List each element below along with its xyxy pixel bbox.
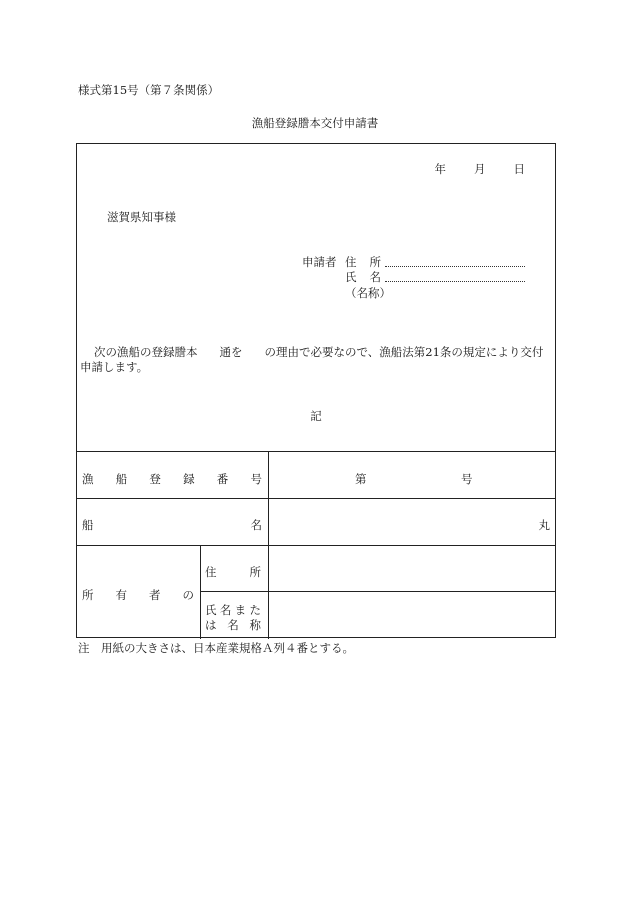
application-form-frame (76, 143, 556, 638)
owner-name-label-line2: は 名 称 (205, 618, 261, 632)
applicant-label: 申請者 (302, 255, 337, 269)
date-month: 月 (474, 162, 486, 176)
applicant-title-label: （名称） (345, 286, 391, 300)
date-year: 年 (434, 162, 446, 176)
table-top-border (77, 451, 555, 452)
table-column-divider (200, 545, 201, 639)
footnote: 注 用紙の大きさは、日本産業規格Ａ列４番とする。 (78, 641, 354, 655)
registration-number-label: 漁 船 登 録 番 号 (82, 472, 262, 486)
date-day: 日 (513, 162, 525, 176)
ki-heading: 記 (310, 409, 322, 423)
applicant-address-field[interactable] (385, 266, 525, 267)
addressee: 滋賀県知事様 (107, 210, 176, 224)
applicant-address-label: 住 所 (345, 255, 381, 269)
owner-address-label: 住 所 (205, 565, 261, 579)
request-statement: 次の漁船の登録謄本 通を の理由で必要なので、漁船法第21条の規定により交付申請します。 (80, 345, 544, 374)
registration-number-suffix: 号 (461, 472, 473, 486)
table-row-divider (77, 498, 555, 499)
applicant-name-field[interactable] (385, 281, 525, 282)
date-row (435, 161, 526, 177)
ship-name-suffix: 丸 (538, 518, 550, 532)
ship-name-label: 船 名 (82, 518, 262, 532)
applicant-name-label: 氏 名 (345, 270, 381, 284)
table-row-divider (77, 545, 555, 546)
registration-number-prefix: 第 (355, 472, 367, 486)
form-number: 様式第15号（第７条関係） (78, 83, 220, 97)
table-row-divider (200, 591, 555, 592)
owner-name-label-line1: 氏 名 ま た (205, 603, 261, 617)
table-column-divider (268, 451, 269, 639)
form-title: 漁船登録謄本交付申請書 (251, 116, 379, 130)
owner-label: 所 有 者 の (82, 588, 194, 602)
